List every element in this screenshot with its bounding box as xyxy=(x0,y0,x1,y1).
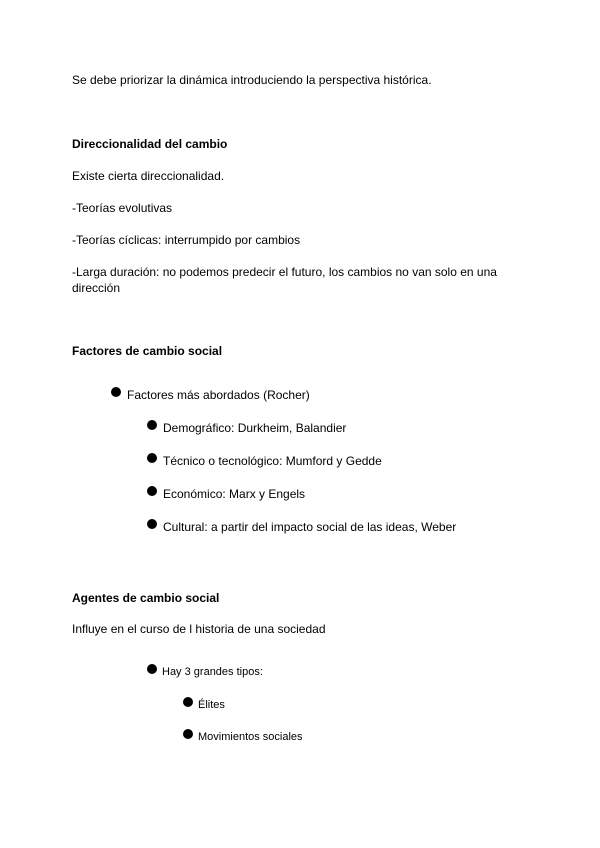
list-item: Élites xyxy=(198,699,225,711)
bullet-icon xyxy=(147,664,157,674)
bullet-icon xyxy=(183,729,193,739)
section-heading-factores: Factores de cambio social xyxy=(72,344,223,358)
list-item: Cultural: a partir del impacto social de las ideas, Weber xyxy=(163,520,457,534)
bullet-icon xyxy=(147,519,157,529)
bullet-icon xyxy=(147,453,157,463)
paragraph: Influye en el curso de l historia de una sociedad xyxy=(72,622,326,636)
bullet-icon xyxy=(147,486,157,496)
paragraph: -Teorías evolutivas xyxy=(72,201,173,215)
list-item: Hay 3 grandes tipos: xyxy=(162,666,263,678)
list-item: Factores más abordados (Rocher) xyxy=(127,388,310,402)
paragraph: Existe cierta direccionalidad. xyxy=(72,169,225,183)
list-item: Económico: Marx y Engels xyxy=(163,487,306,501)
paragraph: -Larga duración: no podemos predecir el futuro, los cambios no van solo en una dirección xyxy=(72,265,497,295)
intro-paragraph: Se debe priorizar la dinámica introduciendo la perspectiva histórica. xyxy=(72,73,432,87)
list-item: Técnico o tecnológico: Mumford y Gedde xyxy=(163,454,382,468)
bullet-icon xyxy=(183,697,193,707)
section-heading-agentes: Agentes de cambio social xyxy=(72,591,220,605)
paragraph: -Teorías cíclicas: interrumpido por cambios xyxy=(72,233,301,247)
list-item: Demográfico: Durkheim, Balandier xyxy=(163,421,347,435)
list-item: Movimientos sociales xyxy=(198,731,303,743)
bullet-icon xyxy=(111,387,121,397)
bullet-icon xyxy=(147,420,157,430)
section-heading-direccionalidad: Direccionalidad del cambio xyxy=(72,137,228,151)
